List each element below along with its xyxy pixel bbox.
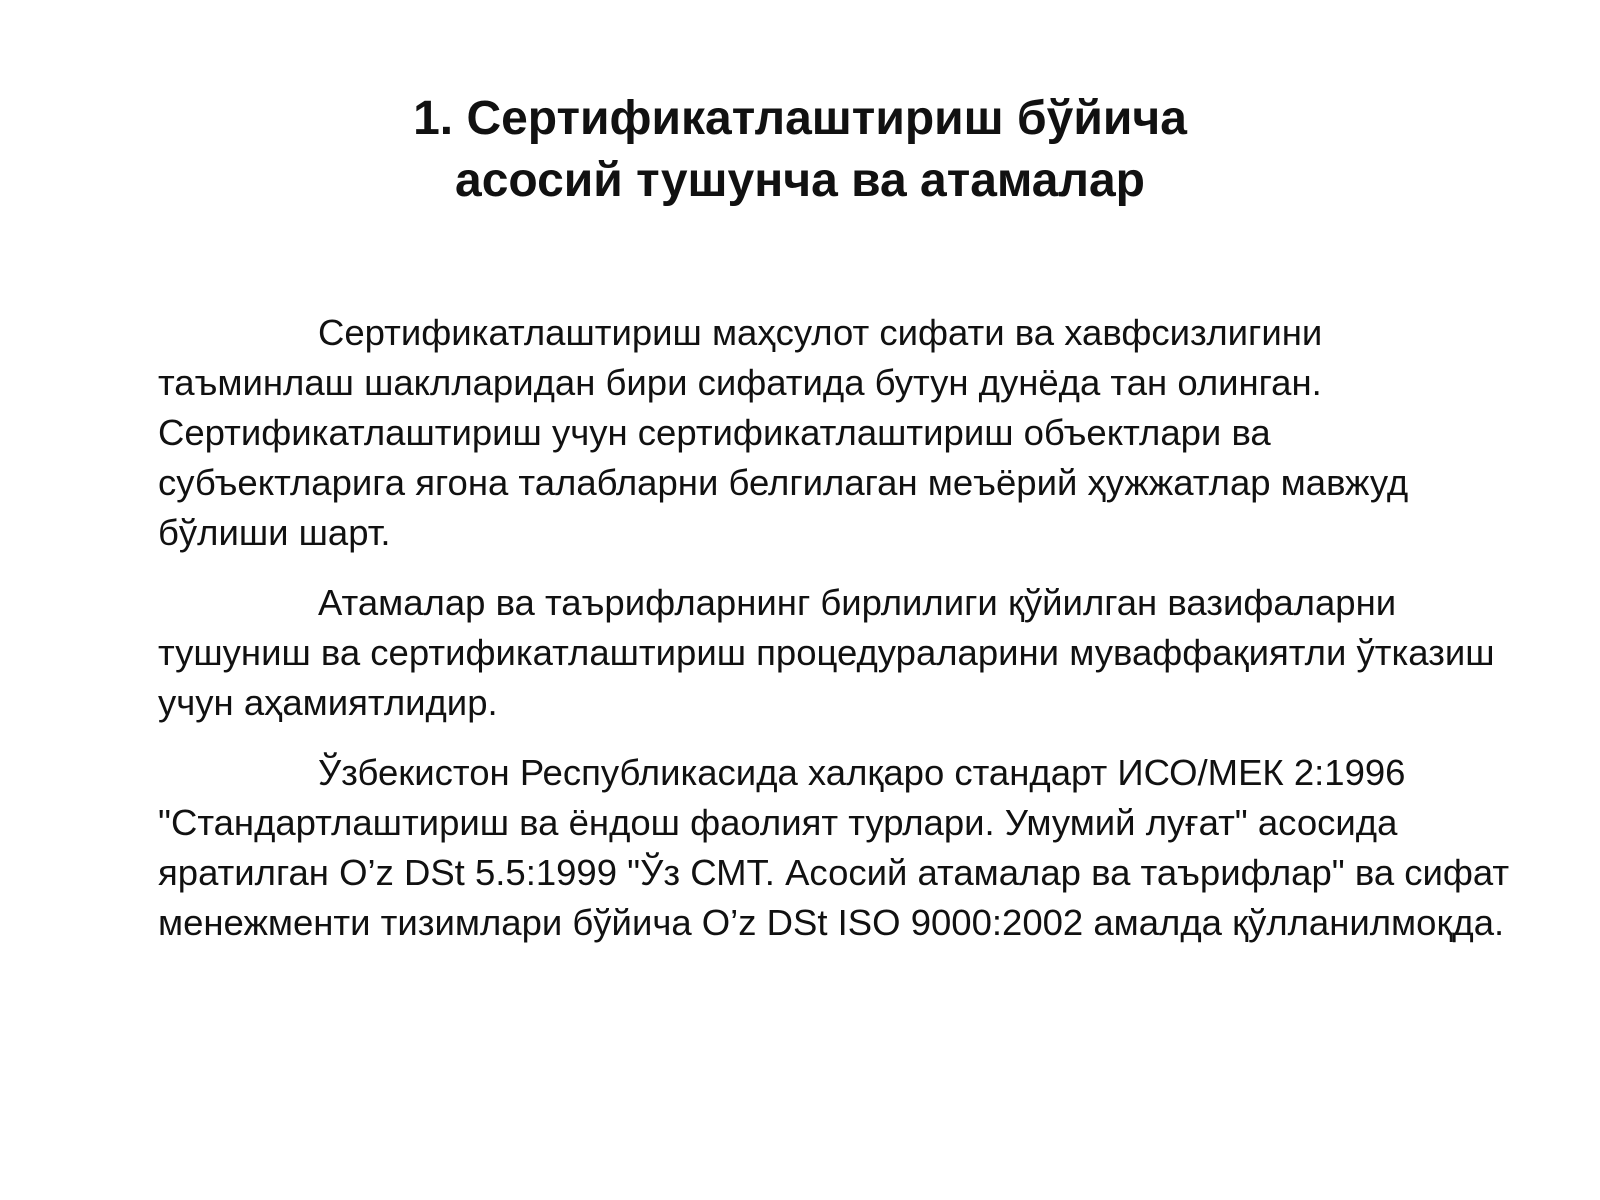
paragraph-certification-definition: Сертификатлаштириш маҳсулот сифати ва хавфсизлигини таъминлаш шаклларидан бири сифатида бутун дунёда тан олинган. Сертификатлаштириш учун сертификатлаштириш объектлари ва субъектларига ягона талабларни белгилаган меъёрий ҳужжатлар мавжуд бўлиши шарт. (158, 312, 1409, 553)
slide-body (158, 308, 1518, 968)
paragraph-uzbekistan-standards: Ўзбекистон Республикасида халқаро стандарт ИСО/МЕК 2:1996 "Стандартлаштириш ва ёндош фаолият турлари. Умумий луғат" асосида яратилган O’z DSt 5.5:1999 "Ўз СМТ. Асосий атамалар ва таърифлар" ва сифат менежменти тизимлари бўйича O’z DSt ISO 9000:2002 амалда қўлланилмоқда. (158, 752, 1510, 943)
slide-title (300, 88, 1300, 212)
slide-title-line-1: 1. Сертификатлаштириш бўйича (413, 92, 1187, 145)
slide-title-line-2: асосий тушунча ва атамалар (455, 154, 1145, 207)
paragraph-terminology-unity: Атамалар ва таърифларнинг бирлилиги қўйилган вазифаларни тушуниш ва сертификатлаштириш процедураларини муваффақиятли ўтказиш учун аҳамиятлидир. (158, 582, 1495, 723)
